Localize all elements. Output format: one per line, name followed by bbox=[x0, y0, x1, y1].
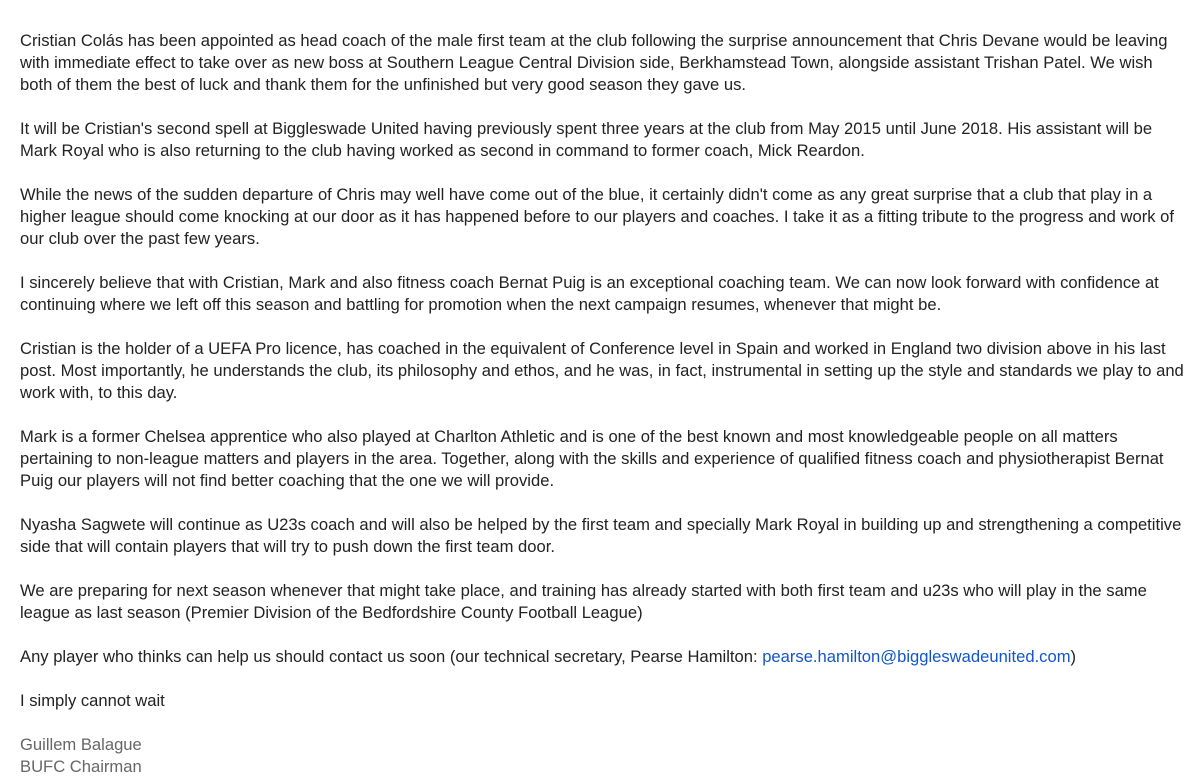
paragraph-contact bbox=[20, 646, 1186, 668]
paragraph-mark-profile: Mark is a former Chelsea apprentice who also played at Charlton Athletic and is one of the best known and most knowledgeable people on all matters pertaining to non-league matters and players in the area. Together, along with the skills and experience of qualified fitness coach and physiotherapist Bernat Puig our players will not find better coaching that the one we will provide. bbox=[20, 427, 1164, 490]
contact-suffix: ) bbox=[1070, 647, 1077, 666]
paragraph-cristian-profile: Cristian is the holder of a UEFA Pro licence, has coached in the equivalent of Conference level in Spain and worked in England two division above in his last post. Most importantly, he understands the club, its philosophy and ethos, and he was, in fact, instrumental in setting up the style and standards we play to and work with, to this day. bbox=[20, 339, 1184, 402]
paragraph-u23s: Nyasha Sagwete will continue as U23s coach and will also be helped by the first team and specially Mark Royal in building up and strengthening a competitive side that will contain players that will try to push down the first team door. bbox=[20, 515, 1182, 556]
contact-email-link[interactable]: pearse.hamilton@biggleswadeunited.com bbox=[762, 647, 1071, 666]
paragraph-second-spell: It will be Cristian's second spell at Biggleswade United having previously spent three years at the club from May 2015 until June 2018. His assistant will be Mark Royal who is also returning to the club having worked as second in command to former coach, Mick Reardon. bbox=[20, 119, 1153, 160]
paragraph-appointment: Cristian Colás has been appointed as head coach of the male first team at the club following the surprise announcement that Chris Devane would be leaving with immediate effect to take over as new boss at Southern League Central Division side, Berkhamstead Town, alongside assistant Trishan Patel. We wish both of them the best of luck and thank them for the unfinished but very good season they gave us. bbox=[20, 31, 1168, 94]
contact-prefix: Any player who thinks can help us should contact us soon (our technical secretary, Pearse Hamilton: bbox=[20, 647, 763, 666]
paragraph-next-season: We are preparing for next season whenever that might take place, and training has already started with both first team and u23s who will play in the same league as last season (Premier Division of the Bedfordshire County Football League) bbox=[20, 581, 1147, 622]
signature-name: Guillem Balague bbox=[20, 735, 142, 754]
signature bbox=[20, 734, 1186, 778]
signature-title: BUFC Chairman bbox=[20, 757, 142, 776]
paragraph-coaching-team: I sincerely believe that with Cristian, Mark and also fitness coach Bernat Puig is an exceptional coaching team. We can now look forward with confidence at continuing where we left off this season and battling for promotion when the next campaign resumes, whenever that might be. bbox=[20, 273, 1159, 314]
closing-line: I simply cannot wait bbox=[20, 691, 165, 710]
paragraph-departure: While the news of the sudden departure of Chris may well have come out of the blue, it certainly didn't come as any great surprise that a club that play in a higher league should come knocking at our door as it has happened before to our players and coaches. I take it as a fitting tribute to the progress and work of our club over the past few years. bbox=[20, 185, 1174, 248]
